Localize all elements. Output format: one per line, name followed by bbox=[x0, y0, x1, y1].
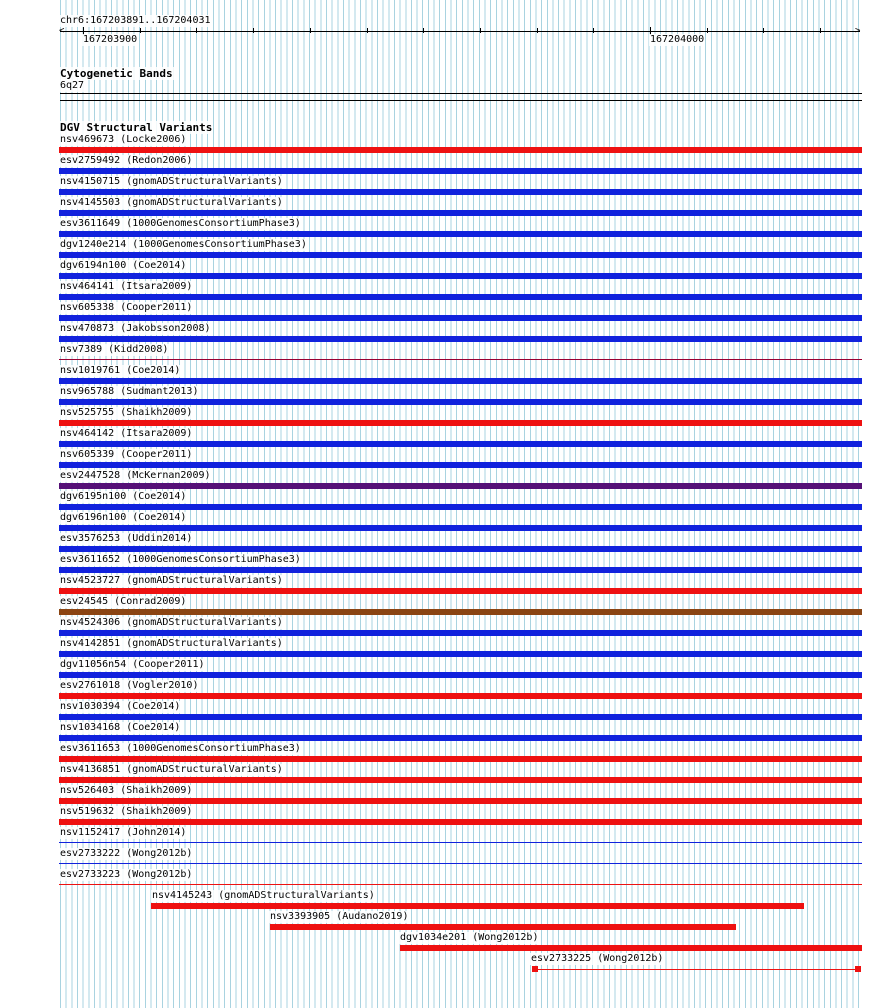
variant-label[interactable]: nsv1034168 (Coe2014) bbox=[60, 722, 181, 733]
variant-bar[interactable] bbox=[59, 189, 862, 195]
ruler-tick-label-1: 167203900 bbox=[83, 34, 138, 45]
variant-bar[interactable] bbox=[59, 168, 862, 174]
ruler-tick bbox=[480, 28, 481, 33]
variant-bar[interactable] bbox=[59, 462, 862, 468]
variant-label[interactable]: esv2447528 (McKernan2009) bbox=[60, 470, 211, 481]
variant-bar[interactable] bbox=[59, 735, 862, 741]
variant-label[interactable]: dgv11056n54 (Cooper2011) bbox=[60, 659, 205, 670]
variant-bar[interactable] bbox=[59, 819, 862, 825]
variant-bar[interactable] bbox=[59, 630, 862, 636]
variant-block[interactable] bbox=[855, 966, 861, 972]
variant-label[interactable]: nsv3393905 (Audano2019) bbox=[270, 911, 409, 922]
ruler-tick bbox=[140, 28, 141, 33]
variant-bar[interactable] bbox=[59, 252, 862, 258]
variant-label[interactable]: nsv519632 (Shaikh2009) bbox=[60, 806, 193, 817]
ruler-tick bbox=[763, 28, 764, 33]
ruler-tick bbox=[367, 28, 368, 33]
ruler-range-label: chr6:167203891..167204031 bbox=[60, 15, 211, 26]
variant-bar[interactable] bbox=[59, 693, 862, 699]
variant-line[interactable] bbox=[59, 359, 862, 360]
variant-bar[interactable] bbox=[59, 672, 862, 678]
variant-label[interactable]: esv3611649 (1000GenomesConsortiumPhase3) bbox=[60, 218, 301, 229]
ruler-tick bbox=[253, 28, 254, 33]
variant-bar[interactable] bbox=[59, 567, 862, 573]
variant-bar[interactable] bbox=[59, 420, 862, 426]
variant-label[interactable]: nsv4524306 (gnomADStructuralVariants) bbox=[60, 617, 283, 628]
variant-bar[interactable] bbox=[59, 546, 862, 552]
variant-label[interactable]: nsv605339 (Cooper2011) bbox=[60, 449, 193, 460]
ruler-axis-line bbox=[60, 31, 860, 32]
variant-label[interactable]: nsv469673 (Locke2006) bbox=[60, 134, 187, 145]
left-arrow-icon: < bbox=[59, 26, 65, 36]
ruler-tick bbox=[310, 28, 311, 33]
ruler-tick bbox=[423, 28, 424, 33]
dgv-track-title: DGV Structural Variants bbox=[60, 121, 213, 134]
variant-bar[interactable] bbox=[59, 483, 862, 489]
variant-label[interactable]: nsv4145503 (gnomADStructuralVariants) bbox=[60, 197, 283, 208]
variant-bar[interactable] bbox=[270, 924, 736, 930]
variant-label[interactable]: esv3611653 (1000GenomesConsortiumPhase3) bbox=[60, 743, 301, 754]
variant-label[interactable]: nsv4150715 (gnomADStructuralVariants) bbox=[60, 176, 283, 187]
variant-line[interactable] bbox=[59, 884, 862, 885]
variant-bar[interactable] bbox=[59, 147, 862, 153]
variant-bar[interactable] bbox=[59, 210, 862, 216]
variant-bar[interactable] bbox=[59, 441, 862, 447]
cytoband-label: 6q27 bbox=[60, 80, 85, 91]
variant-label[interactable]: nsv464141 (Itsara2009) bbox=[60, 281, 193, 292]
variant-label[interactable]: dgv6194n100 (Coe2014) bbox=[60, 260, 187, 271]
variant-label[interactable]: nsv4142851 (gnomADStructuralVariants) bbox=[60, 638, 283, 649]
variant-label[interactable]: dgv1240e214 (1000GenomesConsortiumPhase3) bbox=[60, 239, 307, 250]
variant-label[interactable]: nsv4136851 (gnomADStructuralVariants) bbox=[60, 764, 283, 775]
variant-line[interactable] bbox=[59, 863, 862, 864]
variant-label[interactable]: nsv4523727 (gnomADStructuralVariants) bbox=[60, 575, 283, 586]
variant-bar[interactable] bbox=[59, 588, 862, 594]
track-separator bbox=[60, 100, 862, 101]
variant-label[interactable]: nsv1019761 (Coe2014) bbox=[60, 365, 181, 376]
variant-bar[interactable] bbox=[59, 336, 862, 342]
variant-bar[interactable] bbox=[59, 651, 862, 657]
right-arrow-icon: > bbox=[855, 26, 861, 36]
ruler-tick-label-2: 167204000 bbox=[650, 34, 705, 45]
variant-label[interactable]: dgv1034e201 (Wong2012b) bbox=[400, 932, 539, 943]
variant-label[interactable]: esv2761018 (Vogler2010) bbox=[60, 680, 199, 691]
variant-bar[interactable] bbox=[59, 756, 862, 762]
ruler-tick bbox=[196, 28, 197, 33]
variant-bar[interactable] bbox=[59, 714, 862, 720]
variant-label[interactable]: dgv6196n100 (Coe2014) bbox=[60, 512, 187, 523]
variant-connector-line bbox=[532, 969, 861, 970]
ruler-tick bbox=[537, 28, 538, 33]
variant-label[interactable]: nsv7389 (Kidd2008) bbox=[60, 344, 169, 355]
variant-label[interactable]: esv24545 (Conrad2009) bbox=[60, 596, 187, 607]
ruler-tick bbox=[707, 28, 708, 33]
variant-label[interactable]: nsv464142 (Itsara2009) bbox=[60, 428, 193, 439]
variant-bar[interactable] bbox=[59, 504, 862, 510]
variant-label[interactable]: nsv525755 (Shaikh2009) bbox=[60, 407, 193, 418]
ruler-tick bbox=[820, 28, 821, 33]
variant-label[interactable]: esv2733223 (Wong2012b) bbox=[60, 869, 193, 880]
variant-bar[interactable] bbox=[59, 294, 862, 300]
variant-line[interactable] bbox=[59, 842, 862, 843]
ruler-tick bbox=[593, 28, 594, 33]
variant-bar[interactable] bbox=[151, 903, 804, 909]
variant-bar[interactable] bbox=[59, 315, 862, 321]
variant-label[interactable]: esv2733222 (Wong2012b) bbox=[60, 848, 193, 859]
variant-label[interactable]: dgv6195n100 (Coe2014) bbox=[60, 491, 187, 502]
variant-bar[interactable] bbox=[59, 777, 862, 783]
variant-bar[interactable] bbox=[59, 273, 862, 279]
variant-bar[interactable] bbox=[400, 945, 862, 951]
cytoband-track-title: Cytogenetic Bands bbox=[60, 67, 173, 80]
variant-label[interactable]: nsv965788 (Sudmant2013) bbox=[60, 386, 199, 397]
cytoband-line bbox=[60, 93, 862, 94]
variant-label[interactable]: nsv526403 (Shaikh2009) bbox=[60, 785, 193, 796]
variant-block[interactable] bbox=[532, 966, 538, 972]
variant-label[interactable]: esv2733225 (Wong2012b) bbox=[531, 953, 664, 964]
variant-label[interactable]: nsv4145243 (gnomADStructuralVariants) bbox=[152, 890, 375, 901]
variant-label[interactable]: esv3611652 (1000GenomesConsortiumPhase3) bbox=[60, 554, 301, 565]
variant-label[interactable]: nsv1152417 (John2014) bbox=[60, 827, 187, 838]
variant-bar[interactable] bbox=[59, 609, 862, 615]
variant-label[interactable]: nsv605338 (Cooper2011) bbox=[60, 302, 193, 313]
variant-bar[interactable] bbox=[59, 798, 862, 804]
variant-label[interactable]: nsv1030394 (Coe2014) bbox=[60, 701, 181, 712]
variant-bar[interactable] bbox=[59, 231, 862, 237]
variant-bar[interactable] bbox=[59, 378, 862, 384]
variant-label[interactable]: nsv470873 (Jakobsson2008) bbox=[60, 323, 211, 334]
variant-label[interactable]: esv3576253 (Uddin2014) bbox=[60, 533, 193, 544]
variant-bar[interactable] bbox=[59, 525, 862, 531]
variant-label[interactable]: esv2759492 (Redon2006) bbox=[60, 155, 193, 166]
variant-bar[interactable] bbox=[59, 399, 862, 405]
